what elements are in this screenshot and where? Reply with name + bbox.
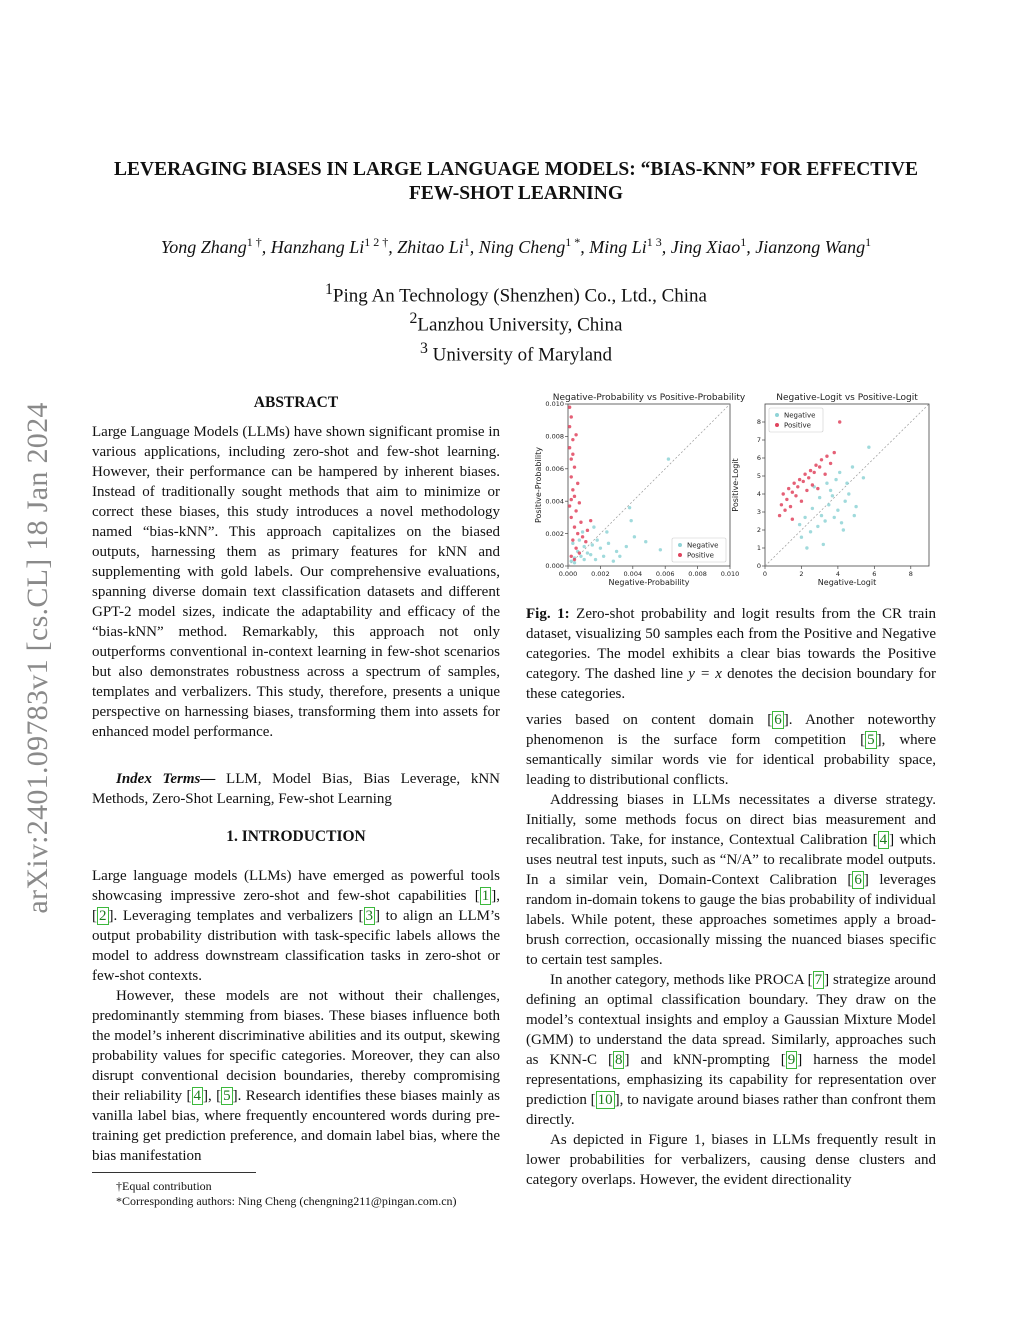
y-tick-label: 0.004 [545,497,564,506]
negative-point [602,555,605,558]
y-axis-label: Positive-Probability [534,446,543,524]
y-tick-label: 2 [756,526,761,535]
positive-point [820,458,823,461]
legend-positive-marker [678,553,682,557]
x-tick-label: 0.008 [688,570,707,578]
intro-body [92,866,500,1166]
negative-point [633,535,636,538]
author-affiliation-mark: 1 * [565,235,581,249]
legend-positive-marker [775,423,779,427]
positive-point [573,465,576,468]
positive-point [791,491,794,494]
footnotes: †Equal contribution *Corresponding authors: Ning Cheng (chengning211@pingan.com.cn) [116,1179,457,1208]
positive-point [570,516,573,519]
x-tick-label: 8 [908,570,913,578]
chart-title: Negative-Probability vs Positive-Probability [552,393,746,403]
negative-point [829,489,832,492]
positive-point [782,492,785,495]
positive-point [811,483,814,486]
author-affiliation-mark: 1 [463,235,470,249]
negative-point [595,538,598,541]
positive-point [796,485,799,488]
negative-point [644,540,647,543]
negative-point [803,516,806,519]
citation-link[interactable]: 3 [365,908,374,924]
negative-point [854,505,857,508]
citation-link[interactable]: 7 [814,972,823,988]
author-list: Yong Zhang$^{1 \dagger}$, Hanzhang $Li^{1 2 \dagger}$, Zhitao Li$^1$, Ning Cheng$^{1 *}$, Ming $Li^{1 3}$, Jing Xiao$^1$, Jianzong Wang$^1$ [160,235,872,257]
negative-point [586,551,589,554]
paragraph-3: In another category, methods like PROCA [ 7 ] strategize around defining an optimal classification boundary. They draw on the model’s contextual insights and employ a Gaussian Mixture Model (GMM) to understand the data spread. Similarly, approaches such as KNN-C [ 8 ] and kNN-prompting [ 9 ] harness the model representations, emphasizing its capability for representation over prediction [ 10 ], to navigate around biases rather than confront them directly. [526,972,936,1128]
positive-point [800,500,803,503]
negative-point [589,553,592,556]
negative-point [842,528,845,531]
positive-point [570,457,573,460]
positive-point [571,453,574,456]
y-tick-label: 3 [756,508,761,517]
negative-point [831,494,834,497]
positive-point [809,469,812,472]
negative-point [607,542,610,545]
abstract-text: Large Language Models (LLMs) have shown significant promise in various applications, including zero-shot and few-shot learning. However, their performance can be hampered by inherent biases. Instead of traditionally sought methods that aim to minimize or correct these biases, this study introduces a novel methodology named “bias-kNN”. This approach capitalizes on the biased outputs, harnessing them as primary features for kNN and supplementing with gold labels. Our comprehensive evaluations, spanning diverse domain text classification datasets and different GPT-2 model sizes, indicate the adaptability and efficacy of the “bias-kNN” method. Remarkably, this approach not only outperforms conventional in-context learning in few-shot scenarios but also demonstrates robustness across a spectrum of samples, templates and verbalizers. This study, therefore, presents a unique perspective on harnessing biases, transforming them into assets for enhanced model performance. [92,424,500,740]
citation-link[interactable]: 1 [481,888,490,904]
negative-point [800,536,803,539]
negative-point [840,521,843,524]
x-axis-label: Negative-Probability [608,578,690,587]
intro-paragraph-1: Large language models (LLMs) have emerged as powerful tools showcasing impressive zero-shot and few-shot capabilities [ 1 ], [ 2 ]. Leveraging templates and verbalizers [ 3 ] to align an LLM’s output probability distribution with task-specific labels allows the model to address downstream classification tasks in zero-shot or few-shot contexts. [92,868,500,984]
negative-point [628,506,631,509]
positive-point [568,504,571,507]
footnote-rule [92,1172,256,1173]
intro-heading: 1. INTRODUCTION [226,828,366,845]
positive-point [570,498,573,501]
author-name: Yong Zhang [160,237,247,257]
citation-link[interactable]: 6 [774,712,782,728]
chart-probability [534,393,746,587]
negative-point [833,516,836,519]
x-tick-label: 0.000 [558,570,578,578]
positive-point [789,505,792,508]
positive-point [825,455,828,458]
chart-title: Negative-Logit vs Positive-Logit [776,393,918,403]
negative-point [825,482,828,485]
negative-point [667,457,670,460]
legend-positive-label: Positive [784,421,811,430]
positive-point [570,415,573,418]
author-name: Jing Xiao [670,237,741,257]
negative-point [805,546,808,549]
negative-point [816,525,819,528]
positive-point [568,406,571,409]
figure-caption: Fig. 1: Zero-shot probability and logit results from the CR train dataset, visualizing 50 samples each from the Positive and Negative categories. The model exhibits a clear bias towards the Positive category. The dashed line y = x denotes the decision boundary for these categories. [526,606,937,702]
x-tick-label: 0.010 [720,570,740,578]
negative-point [592,525,595,528]
affiliation-1: $^1$Ping An Technology (Shenzhen) Co., Ltd., China [325,281,707,307]
negative-point [827,503,830,506]
positive-point [570,555,573,558]
positive-point [573,525,576,528]
paragraph-2: Addressing biases in LLMs necessitates a diverse strategy. Initially, some methods focus on direct bias measurement and recalibration. Take, for instance, Contextual Calibration [ 4 ] which uses neutral test inputs, such as “N/A” to recalibrate model outputs. In a similar vein, Domain-Context Calibration [ 6 ] leverages random in-domain tokens to gauge the bias probability of individual labels. While potent, these approaches sometimes apply a broad-brush correction, occasionally missing the nuanced biases specific to certain test samples. [526,792,936,968]
positive-point [586,529,589,532]
positive-point [570,475,573,478]
y-tick-label: 7 [756,436,761,445]
x-tick-label: 0 [762,570,768,578]
positive-point [805,489,808,492]
negative-point [605,530,608,533]
author-affiliation-mark: 1 [740,235,747,249]
negative-point [612,559,615,562]
affiliations [96,278,936,366]
legend-negative-label: Negative [687,541,719,550]
negative-point [594,558,597,561]
positive-point [803,473,806,476]
author-name: Ming Li [589,237,647,257]
negative-point [843,500,846,503]
citation-link[interactable]: 5 [867,732,875,748]
positive-point [568,425,571,428]
negative-point [809,530,812,533]
author-name: Ning Cheng [478,237,566,257]
positive-point [787,487,790,490]
legend-negative-marker [775,413,779,417]
positive-point [794,494,797,497]
author-affiliation-mark: 1 † [246,235,262,249]
positive-point [573,558,576,561]
negative-point [583,558,586,561]
positive-point [584,540,587,543]
negative-point [618,555,621,558]
y-tick-label: 0.010 [545,400,564,409]
paragraph-4: As depicted in Figure 1, biases in LLMs frequently result in lower probabilities for verbalizers, causing dense clusters and category overlaps. However, the evident directionality [526,1132,936,1188]
author-name: Hanzhang Li [270,237,365,257]
positive-point [829,462,832,465]
y-tick-label: 0.008 [545,432,564,441]
negative-point [823,519,826,522]
y-tick-label: 5 [756,472,761,481]
positive-point [807,476,810,479]
positive-point [589,519,592,522]
y-tick-label: 6 [756,454,761,463]
x-tick-label: 4 [835,570,840,578]
intro-paragraph-2: However, these models are not without their challenges, predominantly stemming from biases. These biases influence both the model’s inherent discriminative abilities and its output, skewing probability values for specific categories. Moreover, they can also disrupt conventional decision boundaries, thereby compromising their reliability [ 4 ], [ 5 ]. Research identifies these biases mainly as vanilla label bias, where frequently encountered words during pre-training get prediction preference, and domain label bias, where the bias manifestation [92,988,501,1164]
negative-point [659,548,662,551]
author-affiliation-mark: 1 3 [646,235,662,249]
citation-link[interactable]: 6 [854,872,862,888]
negative-point [838,471,841,474]
x-axis-label: Negative-Logit [817,578,877,587]
positive-point [818,465,821,468]
negative-point [811,507,814,510]
legend-positive-label: Positive [687,551,714,560]
negative-point [836,509,839,512]
x-tick-label: 0.002 [591,570,610,578]
negative-point [581,530,584,533]
positive-point [833,451,836,454]
figure-1 [526,388,938,590]
abstract-heading: ABSTRACT [253,394,339,411]
positive-point [578,501,581,504]
y-tick-label: 0.000 [545,562,564,571]
negative-point [845,482,848,485]
arxiv-identifier: arXiv:2401.09783v1 [cs.CL] 18 Jan 2024 [21,402,54,914]
positive-point [571,438,574,441]
positive-point [574,433,577,436]
positive-point [780,503,783,506]
negative-point [818,496,821,499]
y-tick-label: 4 [756,490,761,499]
citation-link[interactable]: 9 [787,1052,796,1068]
citation-link[interactable]: 5 [223,1088,231,1104]
positive-point [823,473,826,476]
negative-point [862,476,865,479]
positive-point [573,495,576,498]
positive-point [783,509,786,512]
citation-link[interactable]: 4 [193,1088,202,1104]
y-tick-label: 1 [756,544,761,553]
positive-point [581,535,584,538]
citation-link[interactable]: 10 [597,1092,613,1108]
positive-point [802,480,805,483]
positive-point [792,482,795,485]
x-tick-label: 2 [799,570,804,578]
negative-point [625,545,628,548]
y-tick-label: 0.002 [545,529,564,538]
positive-point [574,546,577,549]
negative-point [578,538,581,541]
paper-title: LEVERAGING BIASES IN LARGE LANGUAGE MODELS: “BIAS-KNN” FOR EFFECTIVE FEW-SHOT LEARNING [114,159,918,204]
negative-point [822,543,825,546]
negative-point [583,545,586,548]
author-affiliation-mark: 1 2 † [364,235,389,249]
affiliation-3: $^3$ University of Maryland [419,339,613,365]
citation-link[interactable]: 4 [879,832,888,848]
legend-negative-marker [678,543,682,547]
right-column-body [526,710,936,1190]
author-name: Zhitao Li [397,237,464,257]
author-name: Jianzong Wang [755,237,866,257]
positive-point [791,518,794,521]
negative-point [570,559,573,562]
positive-point [816,487,819,490]
positive-point [571,538,574,541]
index-terms: Index Terms— LLM, Model Bias, Bias Leverage, kNN Methods, Zero-Shot Learning, Few-shot Learning [92,771,500,807]
x-tick-label: 0.004 [623,570,643,578]
citation-link[interactable]: 2 [99,908,107,924]
author-affiliation-mark: 1 [865,235,872,249]
positive-point [576,532,579,535]
y-tick-label: 8 [756,418,761,427]
y-tick-label: 0.006 [545,465,564,473]
negative-point [599,546,602,549]
positive-point [576,482,579,485]
affiliation-2: $^2$Lanzhou University, China [409,310,623,336]
positive-point [579,521,582,524]
negative-point [851,465,854,468]
positive-point [785,498,788,501]
negative-point [571,542,574,545]
positive-point [571,488,574,491]
negative-point [573,561,576,564]
y-tick-label: 0 [756,562,761,571]
negative-point [579,555,582,558]
positive-point [798,478,801,481]
negative-point [820,514,823,517]
negative-point [847,492,850,495]
positive-point [813,471,816,474]
positive-point [778,514,781,517]
negative-point [798,523,801,526]
negative-point [867,446,870,449]
chart-logit [731,393,929,587]
positive-point [838,420,841,423]
y-axis-label: Positive-Logit [731,458,740,512]
x-tick-label: 0.006 [655,570,675,578]
negative-point [591,543,594,546]
legend-negative-label: Negative [784,411,816,420]
negative-point [615,550,618,553]
negative-point [629,519,632,522]
positive-point [578,551,581,554]
citation-link[interactable]: 8 [614,1052,623,1068]
x-tick-label: 6 [872,570,877,578]
negative-point [834,478,837,481]
paragraph-1: varies based on content domain [ 6 ]. Another noteworthy phenomenon is the surface form competition [ 5 ], where semantically similar words vie for identical probability space, leading to distributional conflicts. [526,712,936,788]
positive-point [568,446,571,449]
negative-point [853,514,856,517]
positive-point [574,509,577,512]
positive-point [814,464,817,467]
